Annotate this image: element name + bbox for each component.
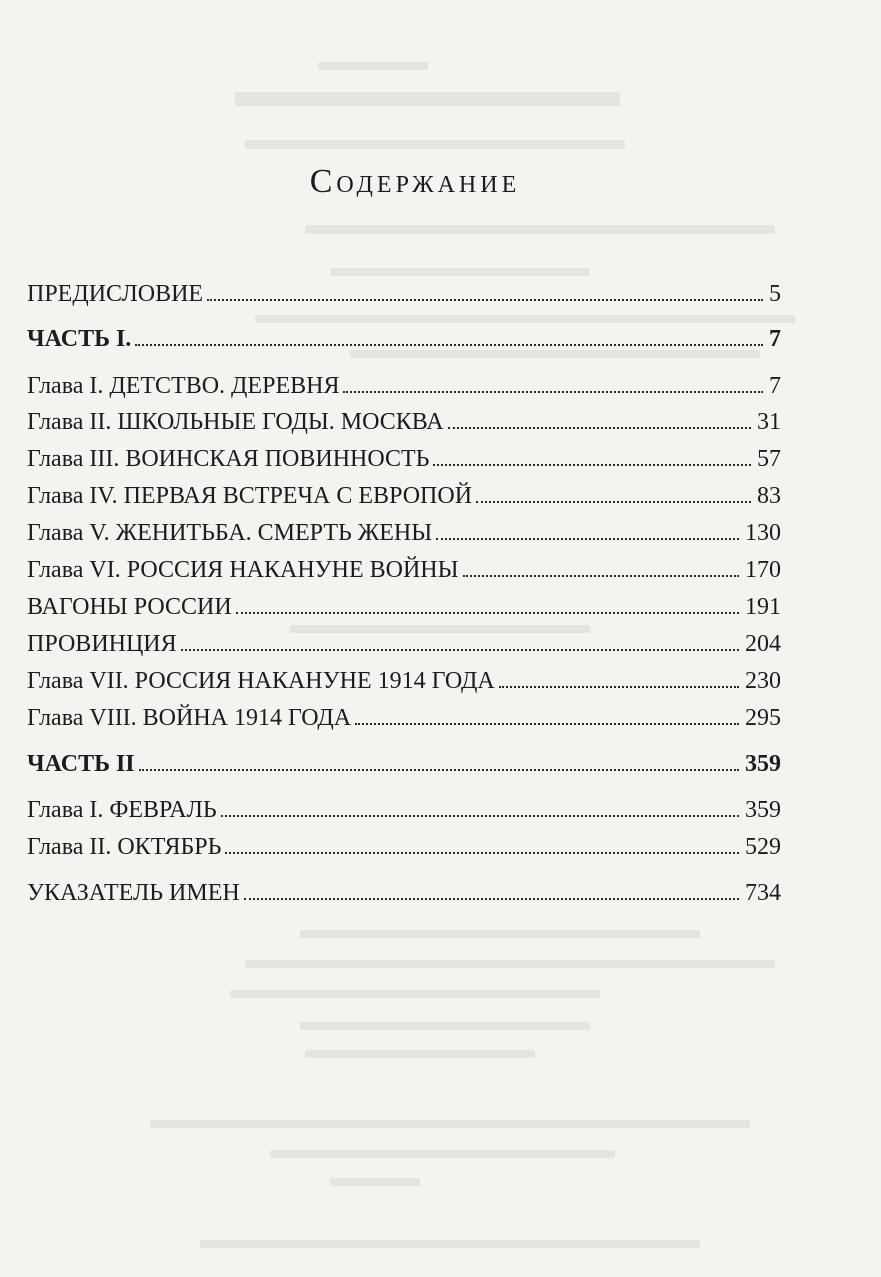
toc-entry-title: УКАЗАТЕЛЬ ИМЕН bbox=[27, 880, 240, 906]
toc-entry bbox=[27, 403, 781, 437]
toc-entry-title: Глава I. ДЕТСТВО. ДЕРЕВНЯ bbox=[27, 373, 340, 399]
toc-entry-page: 734 bbox=[745, 880, 781, 906]
toc-entry-page: 191 bbox=[745, 594, 781, 620]
toc-entry-title: Глава I. ФЕВРАЛЬ bbox=[27, 797, 217, 823]
toc-leader-dots bbox=[225, 852, 739, 854]
toc-leader-dots bbox=[448, 427, 751, 429]
toc-entry bbox=[27, 440, 781, 474]
toc-entry-page: 295 bbox=[745, 705, 781, 731]
toc-entry bbox=[27, 791, 781, 825]
toc-entry bbox=[27, 551, 781, 585]
toc-entry-title: ПРЕДИСЛОВИЕ bbox=[27, 281, 204, 307]
toc-entry-title: Глава VI. РОССИЯ НАКАНУНЕ ВОЙНЫ bbox=[27, 557, 459, 583]
toc-entry-page: 230 bbox=[745, 668, 781, 694]
toc-entry bbox=[27, 745, 781, 779]
toc-entry-title: Глава VIII. ВОЙНА 1914 ГОДА bbox=[27, 705, 352, 731]
toc-leader-dots bbox=[476, 501, 751, 503]
toc-entry-page: 31 bbox=[757, 409, 781, 435]
toc-entry bbox=[27, 367, 781, 401]
toc-leader-dots bbox=[436, 538, 739, 540]
toc-entry-page: 130 bbox=[745, 520, 781, 546]
page-title: Содержание bbox=[309, 163, 521, 200]
toc-entry bbox=[27, 588, 781, 622]
toc-leader-dots bbox=[135, 344, 763, 346]
toc-leader-dots bbox=[499, 686, 739, 688]
toc-entry-title: Глава III. ВОИНСКАЯ ПОВИННОСТЬ bbox=[27, 446, 430, 472]
toc-entry bbox=[27, 514, 781, 548]
toc-leader-dots bbox=[244, 898, 739, 900]
toc-entry bbox=[27, 662, 781, 696]
toc-entry-page: 170 bbox=[745, 557, 781, 583]
toc-leader-dots bbox=[433, 464, 751, 466]
toc-entry-title: ВАГОНЫ РОССИИ bbox=[27, 594, 232, 620]
toc-entry-title: Глава VII. РОССИЯ НАКАНУНЕ 1914 ГОДА bbox=[27, 668, 495, 694]
toc-leader-dots bbox=[355, 723, 739, 725]
toc-entry-page: 83 bbox=[757, 483, 781, 509]
toc-entry-title: ЧАСТЬ I. bbox=[27, 326, 132, 352]
toc-leader-dots bbox=[181, 649, 739, 651]
toc-entry-title: ЧАСТЬ II bbox=[27, 751, 135, 777]
toc-entry bbox=[27, 320, 781, 354]
toc-leader-dots bbox=[343, 391, 763, 393]
toc-entry-title: Глава IV. ПЕРВАЯ ВСТРЕЧА С ЕВРОПОЙ bbox=[27, 483, 473, 509]
toc-entry-page: 57 bbox=[757, 446, 781, 472]
toc-entry bbox=[27, 477, 781, 511]
toc-entry-page: 529 bbox=[745, 834, 781, 860]
toc-entry bbox=[27, 625, 781, 659]
toc-leader-dots bbox=[463, 575, 739, 577]
toc-entry-title: Глава II. ШКОЛЬНЫЕ ГОДЫ. МОСКВА bbox=[27, 409, 444, 435]
toc-entry-title: ПРОВИНЦИЯ bbox=[27, 631, 177, 657]
toc-entry-page: 359 bbox=[745, 751, 781, 777]
toc-entry-page: 5 bbox=[769, 281, 781, 307]
toc-leader-dots bbox=[139, 769, 739, 771]
toc-entry-title: Глава II. ОКТЯБРЬ bbox=[27, 834, 222, 860]
toc-entry-page: 359 bbox=[745, 797, 781, 823]
toc-entry bbox=[27, 699, 781, 733]
toc-leader-dots bbox=[236, 612, 739, 614]
toc-entry-page: 204 bbox=[745, 631, 781, 657]
toc-entry-title: Глава V. ЖЕНИТЬБА. СМЕРТЬ ЖЕНЫ bbox=[27, 520, 433, 546]
toc-entry bbox=[27, 874, 781, 908]
toc-entry-page: 7 bbox=[769, 373, 781, 399]
toc-leader-dots bbox=[221, 815, 739, 817]
toc-entry bbox=[27, 828, 781, 862]
toc-leader-dots bbox=[207, 299, 763, 301]
toc-entry-page: 7 bbox=[769, 326, 781, 352]
toc-entry bbox=[27, 275, 781, 309]
